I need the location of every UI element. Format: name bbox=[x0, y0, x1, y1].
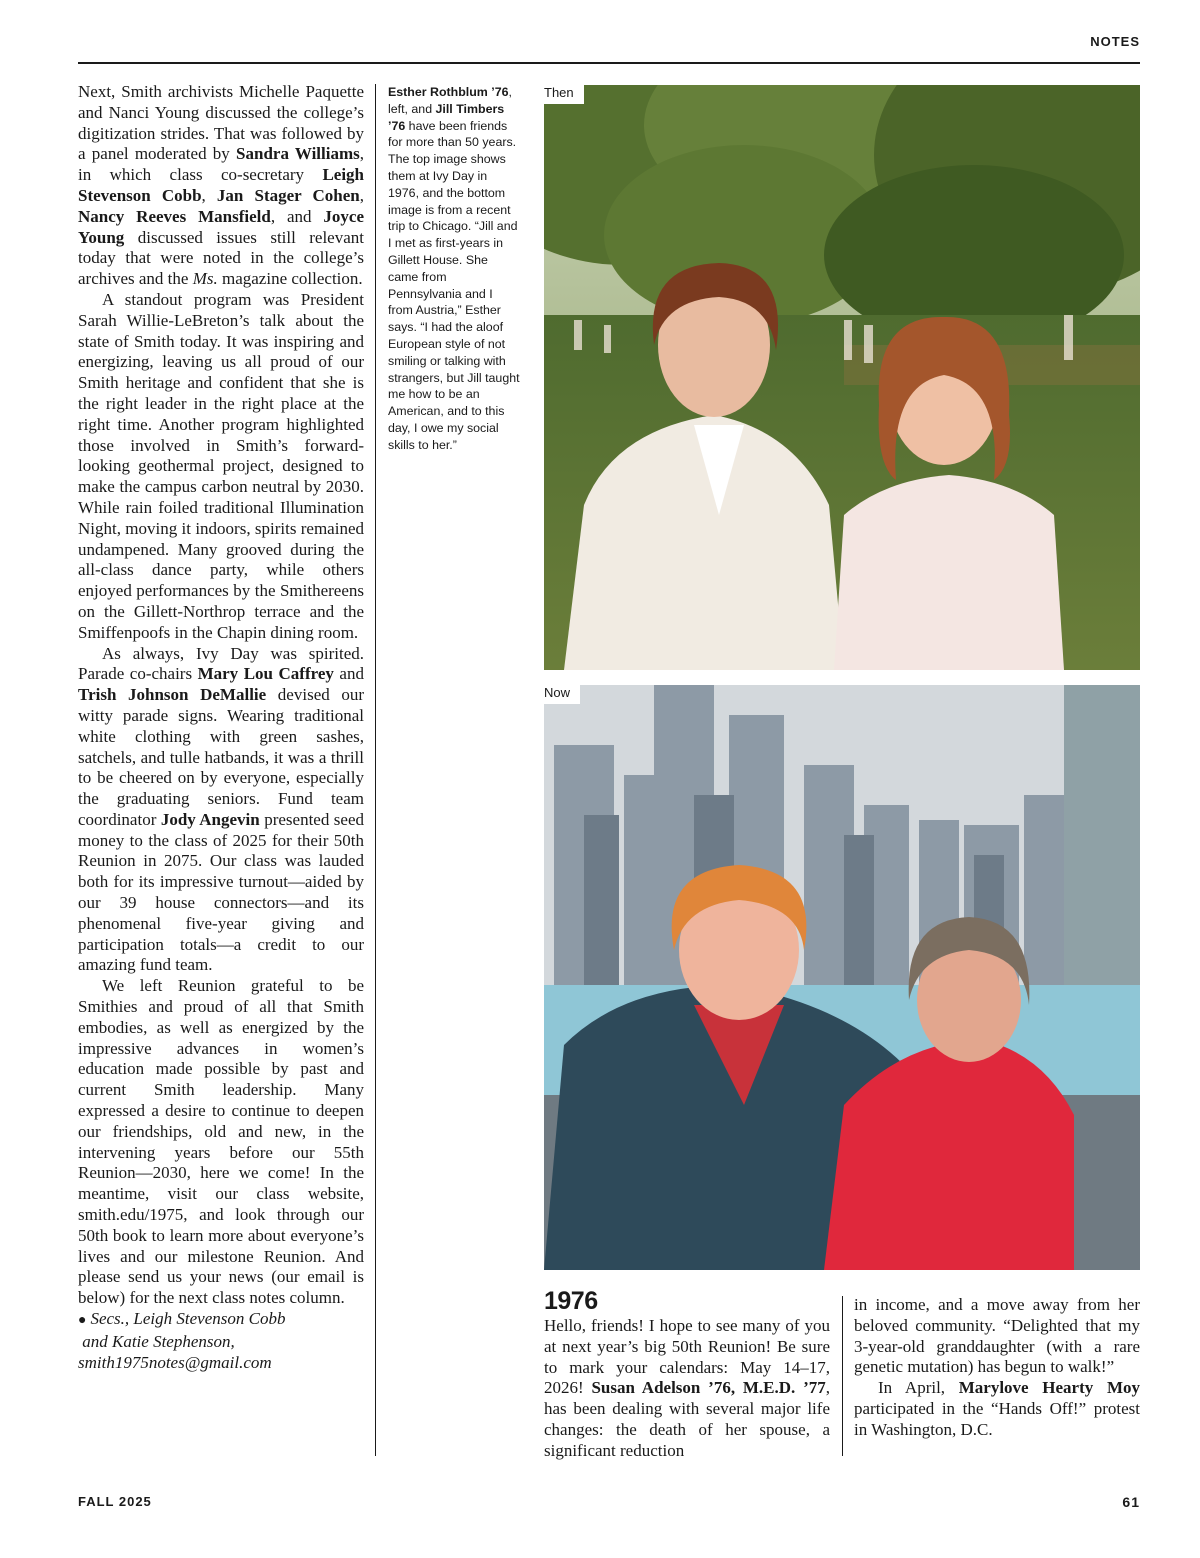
text-run: have been friends for more than 50 years. The top image shows them at Ivy Day in 1976, and the bottom image is from a recent trip to Chicago. “Jill and I met as first-years in Gillett House. She came from Pennsylvania and I from Austria,” Esther says. “I had the aloof European style of not smiling or talking with strangers, but Jill taught me how to be an American, and to this day, I owe my social skills to her.” bbox=[388, 118, 520, 452]
bold-name: Leigh Stevenson Cobb bbox=[78, 165, 364, 205]
section-label: NOTES bbox=[1090, 34, 1140, 49]
signoff-line-2: and Katie Stephenson, bbox=[82, 1331, 235, 1351]
text-run: Next, Smith archivists Michelle Paquette and Nanci Young discussed the college’s digitization strides. That was followed by a panel moderated by bbox=[78, 82, 364, 164]
bullet-icon: ● bbox=[78, 1313, 87, 1329]
text-run: participated in the “Hands Off!” protest in Washington, D.C. bbox=[854, 1398, 1140, 1439]
page-number: 61 bbox=[1122, 1494, 1140, 1510]
top-rule bbox=[78, 62, 1140, 64]
bold-name: Mary Lou Caffrey bbox=[197, 664, 334, 684]
text-run: Hello, friends! I hope to see many of you at next year’s big 50th Reunion! Be sure to mark your calendars: May 14–17, 2026! bbox=[544, 1316, 830, 1398]
now-photo-image bbox=[544, 685, 1140, 1270]
column-4-text bbox=[854, 1295, 1140, 1441]
text-run: As always, Ivy Day was spirited. Parade co-chairs bbox=[78, 643, 364, 684]
column-divider-1 bbox=[375, 84, 376, 1456]
class-1976-paragraph-2 bbox=[854, 1378, 1140, 1440]
text-run: , and bbox=[270, 206, 324, 226]
column-3-text bbox=[544, 1316, 830, 1462]
text-run: , bbox=[201, 185, 217, 205]
class-1976-text-continued bbox=[854, 1295, 1140, 1378]
text-run: , in which class co-secretary bbox=[78, 144, 364, 185]
now-label: Now bbox=[544, 685, 580, 704]
then-photo-image bbox=[544, 85, 1140, 670]
bold-name: Sandra Williams bbox=[236, 144, 360, 164]
paragraph-2 bbox=[78, 290, 364, 644]
text-run: in income, and a move away from her beloved community. “Delighted that my 3-year-old granddaughter (with a rare genetic mutation) has begun to walk!” bbox=[854, 1295, 1140, 1377]
bold-name: Esther Rothblum ’76 bbox=[388, 85, 509, 99]
text-run: presented seed money to the class of 2025 for their 50th Reunion in 2075. Our class was lauded both for its impressive turnout—aided by our 39 house connectors—and its phenomenal five-year giving and participation totals—a credit to our amazing fund team. bbox=[78, 809, 364, 975]
bold-name: Marylove Hearty Moy bbox=[958, 1378, 1140, 1398]
text-run: A standout program was President Sarah Willie-LeBreton’s talk about the state of Smith today. It was inspiring and energizing, leaving us all proud of our Smith heritage and confident that she is the right leader in the right place at the right time. Another program highlighted those involved in Smith’s forward-looking geothermal project, designed to make the campus carbon neutral by 2030. While rain foiled traditional Illumination Night, moving it indoors, spirits remained undampened. Many grooved during the all-class dance party, while others enjoyed performances by the Smithereens on the Gillett-Northrop terrace and the Smiffenpoofs in the Chapin dining room. bbox=[78, 289, 364, 642]
bold-name: Jill Timbers ’76 bbox=[388, 101, 505, 133]
now-photo bbox=[544, 685, 1140, 1270]
then-photo bbox=[544, 85, 1140, 670]
bold-name: Jody Angevin bbox=[160, 809, 260, 829]
bold-name: Joyce Young bbox=[78, 206, 365, 247]
bold-name: Jan Stager Cohen bbox=[216, 185, 360, 205]
text-run: , bbox=[359, 185, 364, 205]
paragraph-1 bbox=[78, 82, 364, 290]
column-divider-2 bbox=[842, 1296, 843, 1456]
text-run: magazine collection. bbox=[217, 269, 363, 289]
signoff-email[interactable]: smith1975notes@gmail.com bbox=[78, 1352, 272, 1372]
text-run: discussed issues still relevant today that were noted in the college’s archives and the bbox=[78, 227, 364, 289]
text-run: , left, and bbox=[388, 85, 512, 116]
text-run: , has been dealing with several major life changes: the death of her spouse, a significant reduction bbox=[544, 1378, 830, 1460]
paragraph-4 bbox=[78, 976, 364, 1309]
italic-title: Ms. bbox=[192, 269, 218, 289]
bold-name: Susan Adelson ’76, M.E.D. ’77 bbox=[591, 1378, 826, 1398]
paragraph-3 bbox=[78, 644, 364, 977]
class-1976-text bbox=[544, 1316, 830, 1462]
signoff-line-1: Secs., Leigh Stevenson Cobb bbox=[90, 1309, 286, 1329]
photo-caption bbox=[388, 84, 520, 454]
bold-name: Trish Johnson DeMallie bbox=[78, 685, 267, 705]
class-year-heading: 1976 bbox=[544, 1287, 598, 1315]
then-label: Then bbox=[544, 85, 584, 104]
column-1-text bbox=[78, 82, 364, 1373]
text-run: In April, bbox=[878, 1378, 959, 1398]
bold-name: Nancy Reeves Mansfield bbox=[78, 206, 271, 226]
text-run: and bbox=[333, 664, 364, 684]
text-run: We left Reunion grateful to be Smithies and proud of all that Smith embodies, as well as energized by the impressive advances in women’s education made possible by past and current Smith leadership. Many expressed a desire to continue to deepen our friendships, old and new, in the intervening years before our 55th Reunion—2030, here we come! In the meantime, visit our class website, smith.edu/1975, and look through our 50th book to learn more about everyone’s lives and our milestone Reunion. And please send us your news (our email is below) for the next class notes column. bbox=[78, 976, 364, 1308]
text-run: devised our witty parade signs. Wearing traditional white clothing with green sashes, satchels, and tulle hatbands, it was a thrill to be cheered on by everyone, especially the graduating seniors. Fund team coordinator bbox=[78, 685, 365, 829]
issue-label: FALL 2025 bbox=[78, 1494, 152, 1509]
signoff bbox=[78, 1309, 364, 1373]
